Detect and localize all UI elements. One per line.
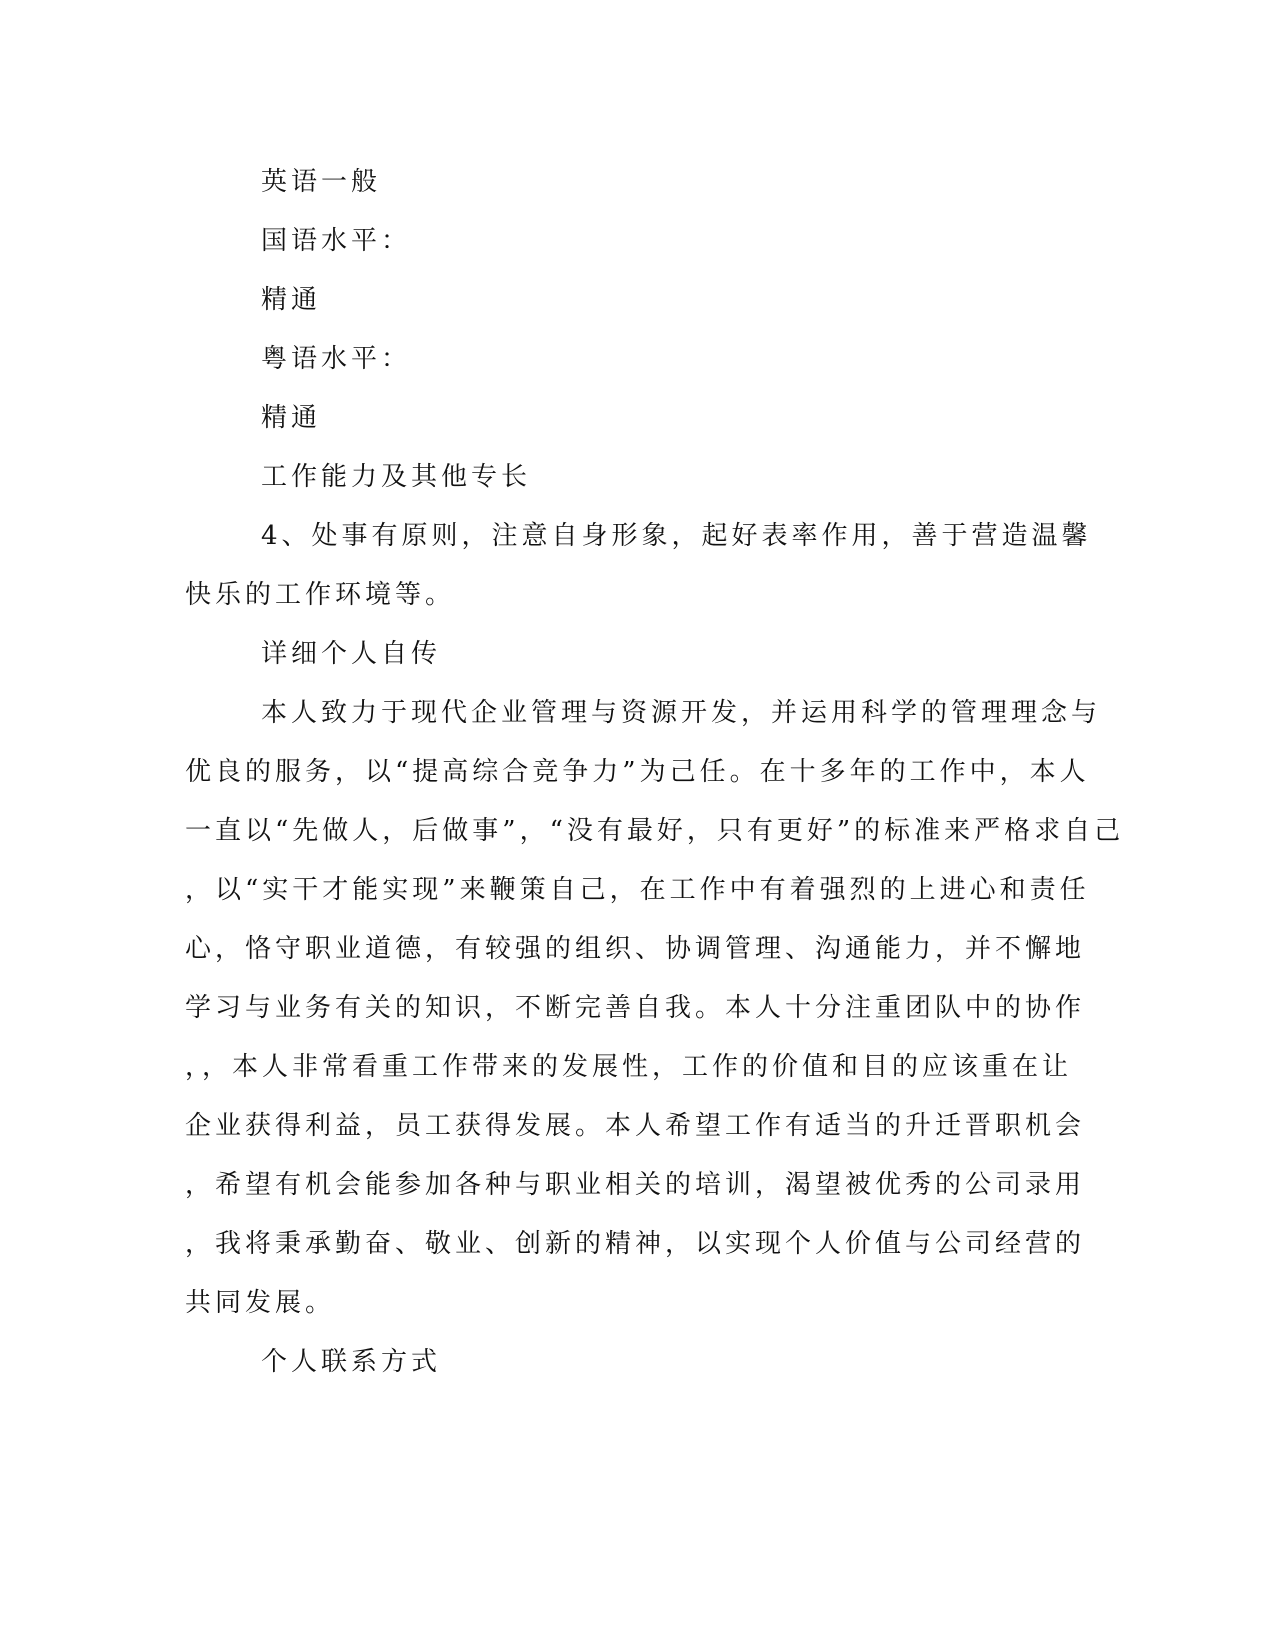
contact-heading: 个人联系方式 [261, 1347, 442, 1377]
autobiography-paragraph-line: 企业获得利益，员工获得发展。本人希望工作有适当的升迁晋职机会 [185, 1111, 1086, 1141]
cantonese-level-value: 精通 [261, 403, 322, 433]
autobiography-paragraph-line: 本人致力于现代企业管理与资源开发，并运用科学的管理理念与 [261, 698, 1102, 728]
autobiography-paragraph-line: 一直以“先做人，后做事”，“没有最好，只有更好”的标准来严格求自己 [185, 816, 1125, 846]
autobiography-paragraph-line: 共同发展。 [185, 1288, 336, 1318]
autobiography-paragraph-line: ，以“实干才能实现”来鞭策自己，在工作中有着强烈的上进心和责任 [185, 875, 1090, 905]
autobiography-paragraph-line: ，，本人非常看重工作带来的发展性，工作的价值和目的应该重在让 [185, 1052, 1073, 1082]
mandarin-level-label: 国语水平： [261, 226, 412, 256]
skills-heading: 工作能力及其他专长 [261, 462, 532, 492]
english-level-line: 英语一般 [261, 167, 382, 197]
autobiography-paragraph-line: ，希望有机会能参加各种与职业相关的培训，渴望被优秀的公司录用 [185, 1170, 1086, 1200]
skills-paragraph-line: 4、处事有原则，注意自身形象，起好表率作用，善于营造温馨 [261, 521, 1092, 551]
autobiography-paragraph-line: 心，恪守职业道德，有较强的组织、协调管理、沟通能力，并不懈地 [185, 934, 1086, 964]
autobiography-paragraph-line: ，我将秉承勤奋、敬业、创新的精神，以实现个人价值与公司经营的 [185, 1229, 1086, 1259]
skills-paragraph-line: 快乐的工作环境等。 [185, 580, 456, 610]
autobiography-heading: 详细个人自传 [261, 639, 442, 669]
mandarin-level-value: 精通 [261, 285, 322, 315]
autobiography-paragraph-line: 学习与业务有关的知识，不断完善自我。本人十分注重团队中的协作 [185, 993, 1086, 1023]
cantonese-level-label: 粤语水平： [261, 344, 412, 374]
autobiography-paragraph-line: 优良的服务，以“提高综合竞争力”为己任。在十多年的工作中，本人 [185, 757, 1090, 787]
